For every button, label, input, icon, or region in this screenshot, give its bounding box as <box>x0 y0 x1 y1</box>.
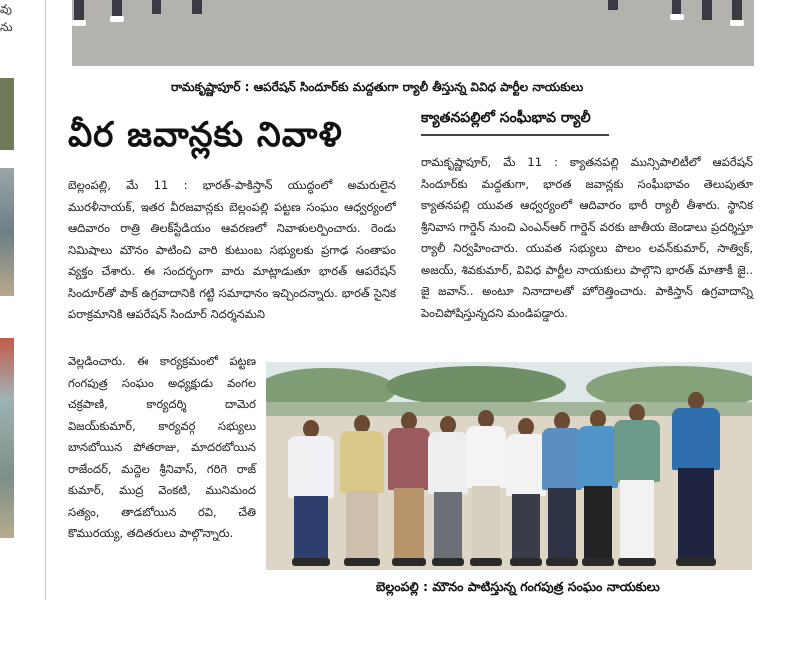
right-story-body: రామకృష్ణాపూర్, మే 11 : క్యాతనపల్లి మున్సిపాలిటీలో ఆపరేషన్ సిందూర్‌కు మద్దతుగా, భారత జవాన్లకు సంఘీభావం తెలుపుతూ క్యాతనపల్లి యువత ఆధ్వర్యంలో ఆదివారం భారీ ర్యాలీ తీశారు. స్థానిక శ్రీనివాస గార్డెన్ నుంచి ఎంఎన్ఆర్ గార్డెన్ వరకు జాతీయ జెండాలు ప్రదర్శిస్తూ ర్యాలీ నిర్వహించారు. యువత సభ్యులు పొలం లవన్‌కుమార్, సాత్విక్, అజయ్, శివకుమార్, వివిధ పార్టీల నాయకులు పాల్గొని భారత్ మాతాకీ జై.. జై జవాన్.. అంటూ నినాదాలతో హోరెత్తించారు. పాకిస్తాన్ ఉగ్రవాదాన్ని పెంచిపోషిస్తున్నదని మండిపడ్డారు. <box>421 155 753 320</box>
headline-underline <box>421 134 609 136</box>
person <box>578 410 618 570</box>
person <box>542 412 582 570</box>
person <box>428 416 468 570</box>
adjacent-line: వు <box>0 2 12 16</box>
left-story-body-bottom: వెల్లడించారు. ఈ కార్యక్రమంలో పట్టణ గంగపుత్ర సంఘం అధ్యక్షుడు వంగల చక్రపాణి, కార్యదర్శి దామెర విజయ్‌కుమార్, కార్యవర్గ సభ్యులు బానబోయిన పోతరాజు, మాదరబోయిన రాజేందర్, మద్దెల శ్రీనివాస్, గరిగె రాజ్ కుమార్, ముద్ర వెంకటి, మునిమంద సత్యం, తాడబోయిన రవి, చేతి కొమురయ్య, తదితరులు పాల్గొన్నారు. <box>68 354 256 540</box>
person <box>672 392 720 570</box>
group-photo <box>266 362 752 570</box>
adjacent-photo-fragment <box>0 168 14 296</box>
rally-photo <box>72 0 754 66</box>
headline: వీర జవాన్లకు నివాళి <box>68 115 343 155</box>
person <box>506 418 546 570</box>
person <box>340 415 384 570</box>
adjacent-line: ను <box>0 20 13 34</box>
left-story-body-top: బెల్లంపల్లి, మే 11 : భారత్‌-పాకిస్తాన్ యుద్ధంలో అమరులైన మురళీనాయక్, ఇతర వీరజవాన్లకు బెల్లంపల్లి పట్టణ సంఘం ఆధ్వర్యంలో ఆదివారం రాత్రి తిలక్‌స్టేడియం ఆవరణలో నివాళులర్పించారు. రెండు నిమిషాలు మౌనం పాటించి వారి కుటుంబ సభ్యులకు ప్రగాఢ సంతాపం వ్యక్తం చేశారు. ఈ సందర్భంగా వారు మాట్లాడుతూ భారత్ ఆపరేషన్ సిందూర్‌తో పాక్ ఉగ్రవాదానికి గట్టి సమాధానం ఇచ్చిందన్నారు. భారత్ సైనిక పరాక్రమానికి ఆపరేషన్ సిందూర్ నిదర్శనమని <box>68 178 396 321</box>
person <box>466 410 506 570</box>
adjacent-column-text <box>0 0 18 36</box>
right-story-headline: క్యాతనపల్లిలో సంఘీభావ ర్యాలీ <box>421 110 591 126</box>
adjacent-photo-fragment <box>0 78 14 150</box>
person <box>288 420 334 570</box>
person <box>614 404 660 570</box>
group-photo-caption: బెల్లంపల్లి : మౌనం పాటిస్తున్న గంగపుత్ర సంఘం నాయకులు <box>376 579 660 594</box>
rally-photo-caption: రామకృష్ణాపూర్ : ఆపరేషన్ సిందూర్‌కు మద్దతుగా ర్యాలీ తీస్తున్న వివిధ పార్టీల నాయకులు <box>171 80 584 94</box>
column-divider <box>45 0 46 600</box>
person <box>388 412 430 570</box>
adjacent-photo-fragment <box>0 338 14 538</box>
